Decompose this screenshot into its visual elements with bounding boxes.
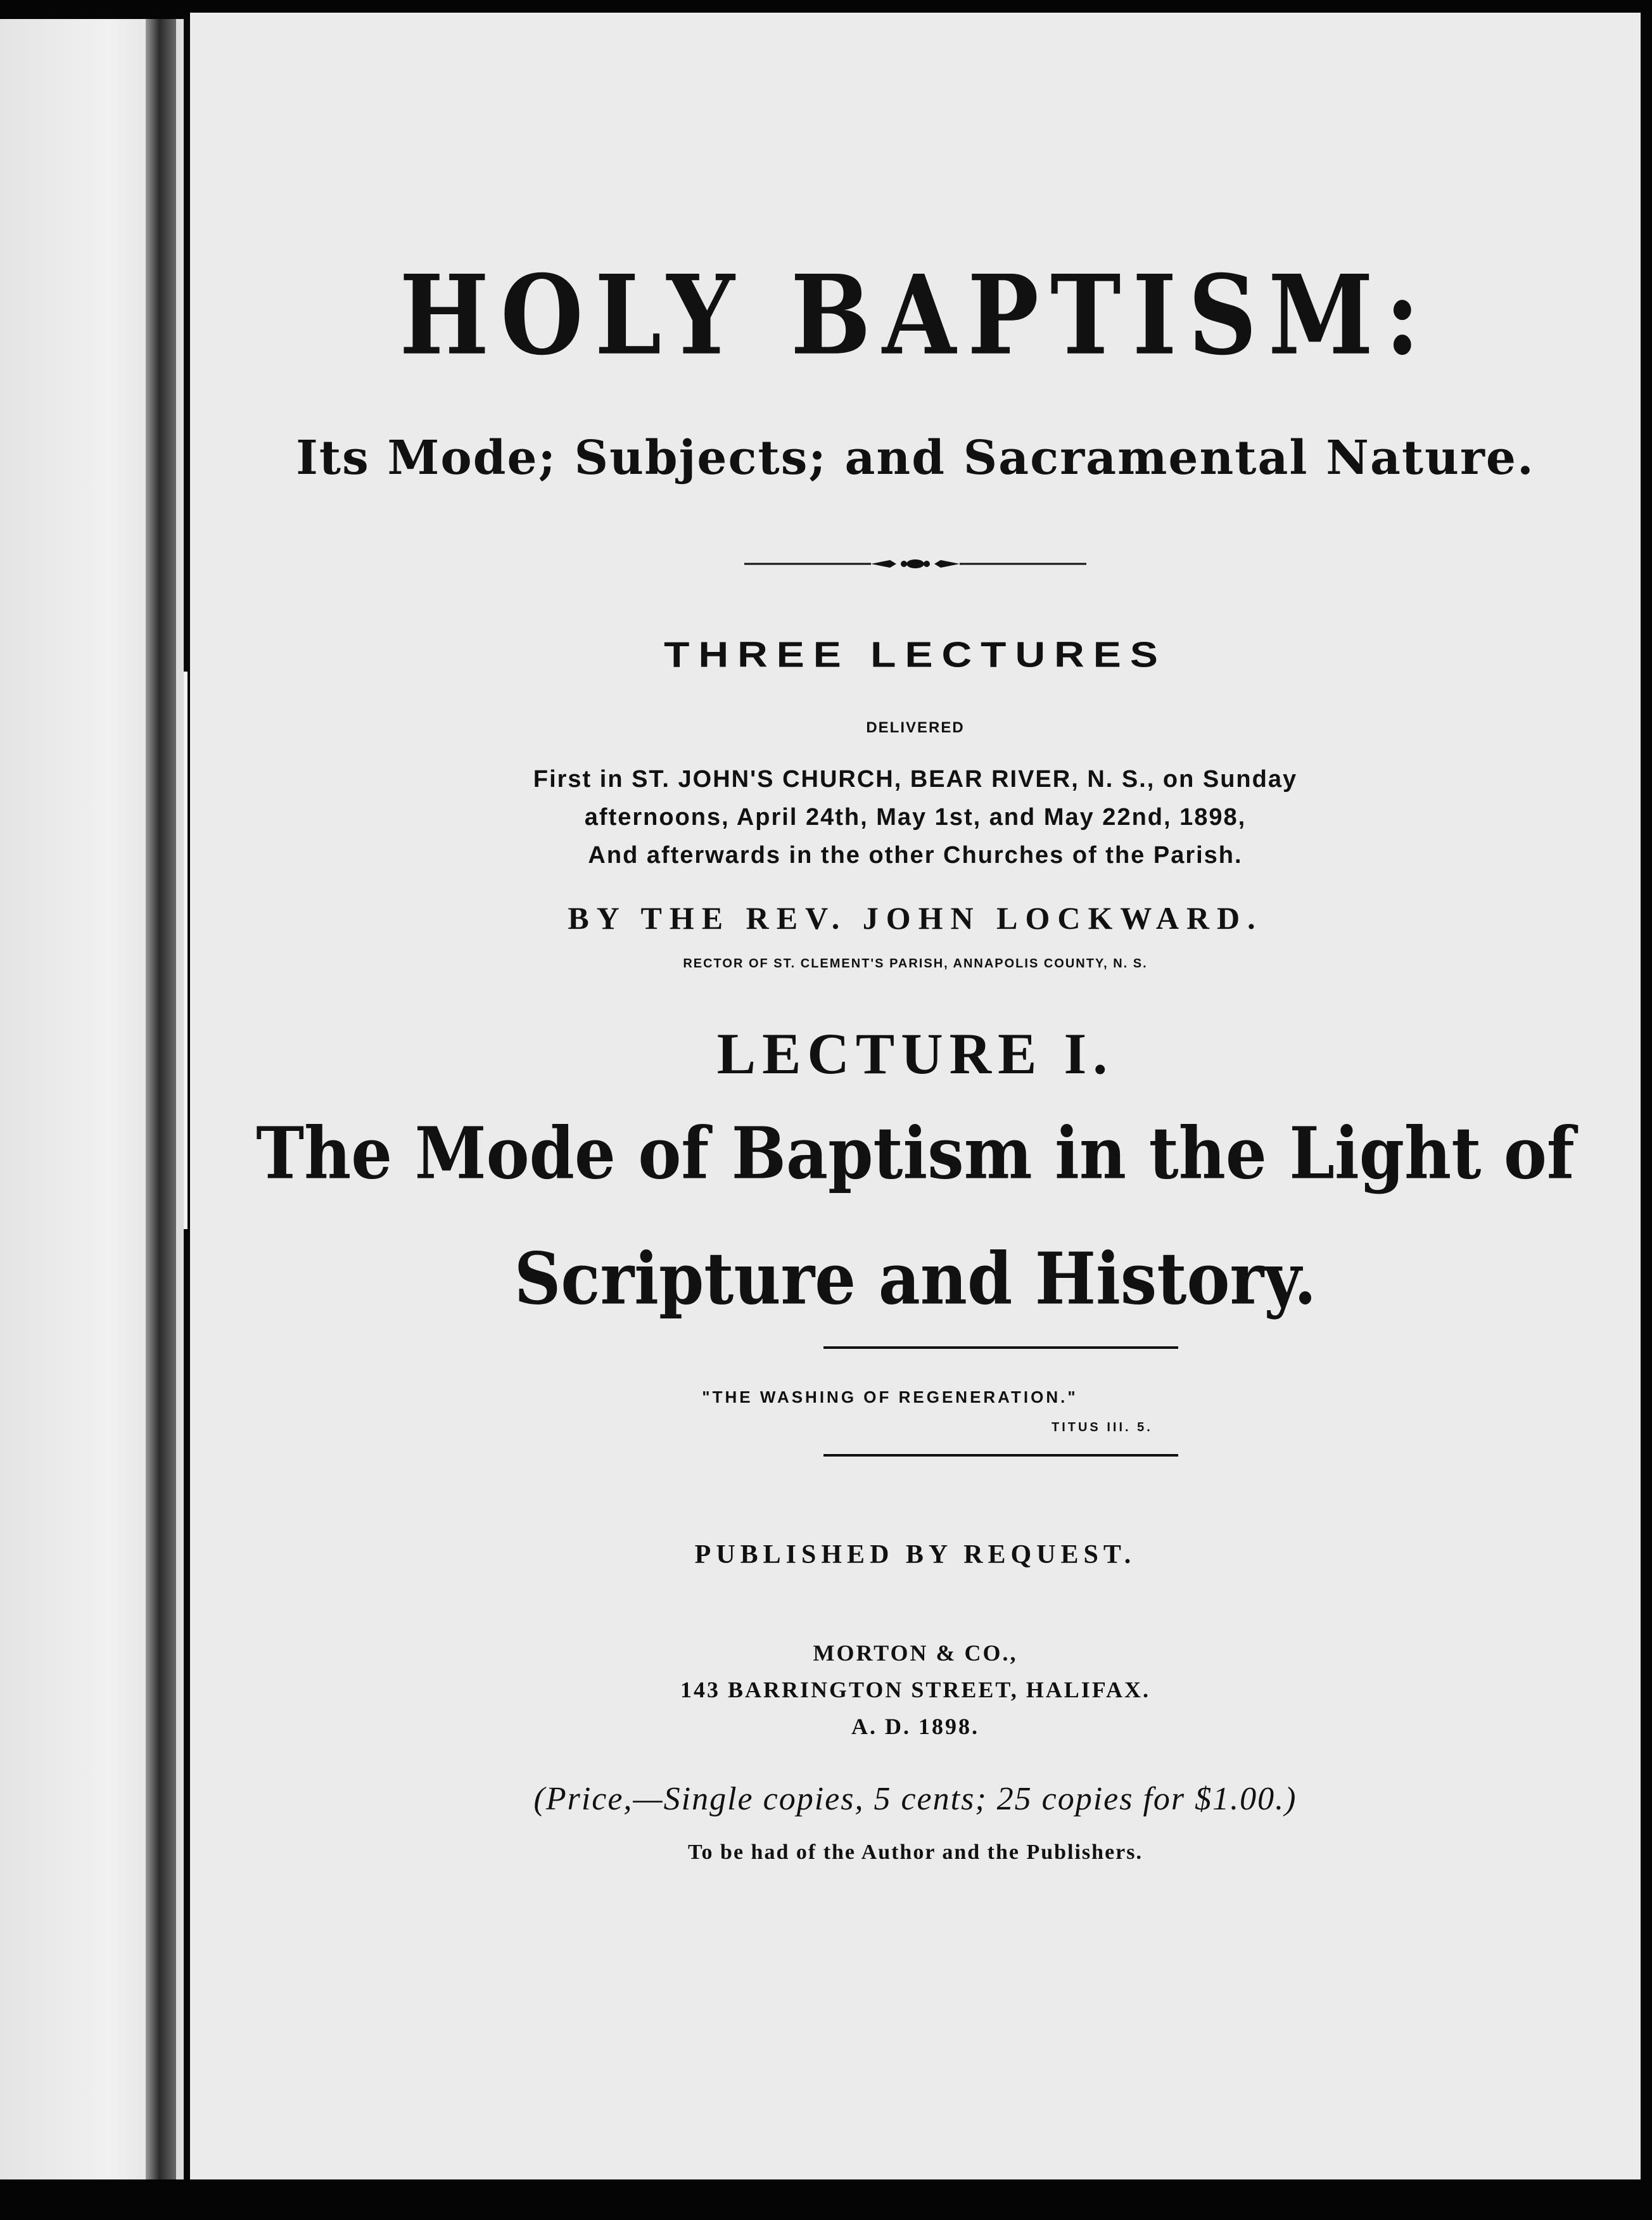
occasion-line: afternoons, April 24th, May 1st, and May 22nd, 1898, bbox=[584, 804, 1247, 831]
lecture-number: LECTURE I. bbox=[716, 1021, 1114, 1086]
published-note: PUBLISHED BY REQUEST. bbox=[694, 1540, 1136, 1569]
author-position: RECTOR OF ST. CLEMENT'S PARISH, ANNAPOLIS COUNTY, N. S. bbox=[683, 957, 1148, 971]
publisher-line: A. D. 1898. bbox=[851, 1714, 979, 1739]
epigraph-quote: "THE WASHING OF REGENERATION." bbox=[702, 1388, 1078, 1407]
publisher-line: 143 BARRINGTON STREET, HALIFAX. bbox=[680, 1677, 1151, 1702]
author-line: BY THE REV. JOHN LOCKWARD. bbox=[568, 900, 1263, 936]
publisher-line: MORTON & CO., bbox=[813, 1640, 1018, 1666]
occasion-line: And afterwards in the other Churches of the Parish. bbox=[588, 842, 1243, 869]
availability-note: To be had of the Author and the Publishers. bbox=[688, 1840, 1143, 1864]
publisher-imprint bbox=[190, 1635, 1641, 1745]
divider-rule bbox=[823, 1346, 1178, 1349]
occasion-line: First in ST. JOHN'S CHURCH, BEAR RIVER, N. S., on Sunday bbox=[533, 766, 1298, 793]
divider-rule bbox=[823, 1454, 1178, 1457]
price-note: (Price,—Single copies, 5 cents; 25 copies for $1.00.) bbox=[533, 1781, 1297, 1817]
epigraph-source: TITUS III. 5. bbox=[1052, 1420, 1153, 1434]
ornamental-divider bbox=[190, 554, 1641, 580]
book-title: HOLY BAPTISM: bbox=[399, 251, 1432, 380]
book-subtitle: Its Mode; Subjects; and Sacramental Nature. bbox=[296, 431, 1535, 485]
book-spine bbox=[146, 19, 176, 2179]
lecture-title-line: Scripture and History. bbox=[514, 1237, 1317, 1321]
lectures-heading: THREE LECTURES bbox=[664, 634, 1167, 675]
delivered-label: DELIVERED bbox=[866, 719, 965, 736]
lecture-title bbox=[190, 1091, 1641, 1342]
title-page bbox=[190, 13, 1641, 2179]
delivery-occasion bbox=[190, 760, 1641, 874]
lecture-title-line: The Mode of Baptism in the Light of bbox=[256, 1112, 1575, 1196]
